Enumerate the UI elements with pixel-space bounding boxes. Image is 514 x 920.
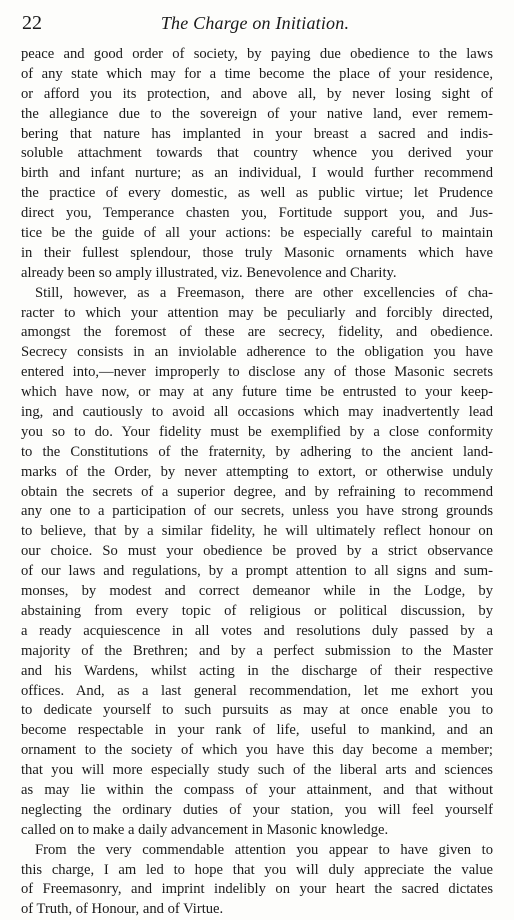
body-text xyxy=(21,45,493,920)
text-line: monses, by modest and correct demeanor while in the Lodge, by xyxy=(21,583,493,600)
text-line: to dedicate yourself to such pursuits as may at once enable you to xyxy=(21,702,493,719)
text-line: any one to a participation of our secrets, unless you have strong grounds xyxy=(21,503,493,520)
text-line: of Truth, of Honour, and of Virtue. xyxy=(21,901,224,918)
text-line: ing, and cautiously to avoid all occasions which may inadvertently lead xyxy=(21,404,493,421)
text-line: Secrecy consists in an inviolable adherence to the obligation you have xyxy=(21,344,493,361)
text-line: become respectable in your rank of life, useful to mankind, and an xyxy=(21,722,493,739)
text-line: the practice of every domestic, as well as public virtue; let Prudence xyxy=(21,185,493,202)
text-line: which have now, or may at any future time be entrusted to your keep- xyxy=(21,384,493,401)
text-line: Still, however, as a Freemason, there are other excellencies of cha- xyxy=(35,284,493,301)
text-line: racter to which your attention may be peculiarly and forcibly directed, xyxy=(21,304,493,321)
text-line: obtain the secrets of a superior degree, and by refraining to recommend xyxy=(21,483,493,500)
text-line: of any state which may for a time become the place of your residence, xyxy=(21,65,493,82)
page-number: 22 xyxy=(22,12,42,34)
text-line: marks of the Order, by never attempting to extort, or otherwise unduly xyxy=(21,463,493,480)
text-line: in their fullest splendour, those truly Masonic ornaments which have xyxy=(21,244,493,261)
text-line: birth and infant nurture; as an individual, I would further recommend xyxy=(21,165,493,182)
text-line: to believe, that by a similar fidelity, he will ultimately reflect honour on xyxy=(21,523,493,540)
text-line: our choice. So must your obedience be proved by a strict observance xyxy=(21,543,493,560)
text-line: and his Wardens, whilst acting in the discharge of their respective xyxy=(21,662,493,679)
text-line: majority of the Brethren; and by a perfect submission to the Master xyxy=(21,642,493,659)
running-title: The Charge on Initiation. xyxy=(160,13,350,33)
text-line: already been so amply illustrated, viz. Benevolence and Charity. xyxy=(21,264,397,281)
text-line: neglecting the ordinary duties of your station, you will feel yourself xyxy=(21,801,493,818)
text-line: or afford you its protection, and above all, by never losing sight of xyxy=(21,85,493,102)
text-line: bering that nature has implanted in your breast a sacred and indis- xyxy=(21,125,493,142)
text-line: abstaining from every topic of religious or political discussion, by xyxy=(21,602,493,619)
text-line: entered into,—never improperly to disclose any of those Masonic secrets xyxy=(21,364,493,381)
text-line: you so to do. Your fidelity must be exemplified by a close conformity xyxy=(21,423,493,440)
text-line: that you will more especially study such of the liberal arts and sciences xyxy=(21,762,493,779)
text-line: peace and good order of society, by paying due obedience to the laws xyxy=(21,46,493,62)
page-header xyxy=(22,12,488,36)
text-line: offices. And, as a last general recommendation, let me exhort you xyxy=(21,682,493,699)
text-line: a ready acquiescence in all votes and resolutions duly passed by a xyxy=(21,622,493,639)
text-line: soluble attachment towards that country whence you derived your xyxy=(21,145,493,162)
text-line: of Freemasonry, and imprint indelibly on your heart the sacred dictates xyxy=(21,881,493,898)
text-line: to the Constitutions of the fraternity, by adhering to the ancient land- xyxy=(21,443,493,460)
text-line: ornament to the society of which you have this day become a member; xyxy=(21,742,493,759)
text-line: this charge, I am led to hope that you will duly appreciate the value xyxy=(21,861,493,878)
text-line: tice be the guide of all your actions: be especially careful to maintain xyxy=(21,225,493,242)
text-line: direct you, Temperance chasten you, Fortitude support you, and Jus- xyxy=(21,205,493,222)
text-line: From the very commendable attention you appear to have given to xyxy=(35,841,493,858)
text-line: of our laws and regulations, by a prompt attention to all signs and sum- xyxy=(21,563,493,580)
text-line: called on to make a daily advancement in Masonic knowledge. xyxy=(21,821,389,838)
text-line: amongst the foremost of these are secrecy, fidelity, and obedience. xyxy=(21,324,493,341)
text-line: as may lie within the compass of your attainment, and that without xyxy=(21,781,493,798)
text-line: the allegiance due to the sovereign of your native land, ever remem- xyxy=(21,105,493,122)
